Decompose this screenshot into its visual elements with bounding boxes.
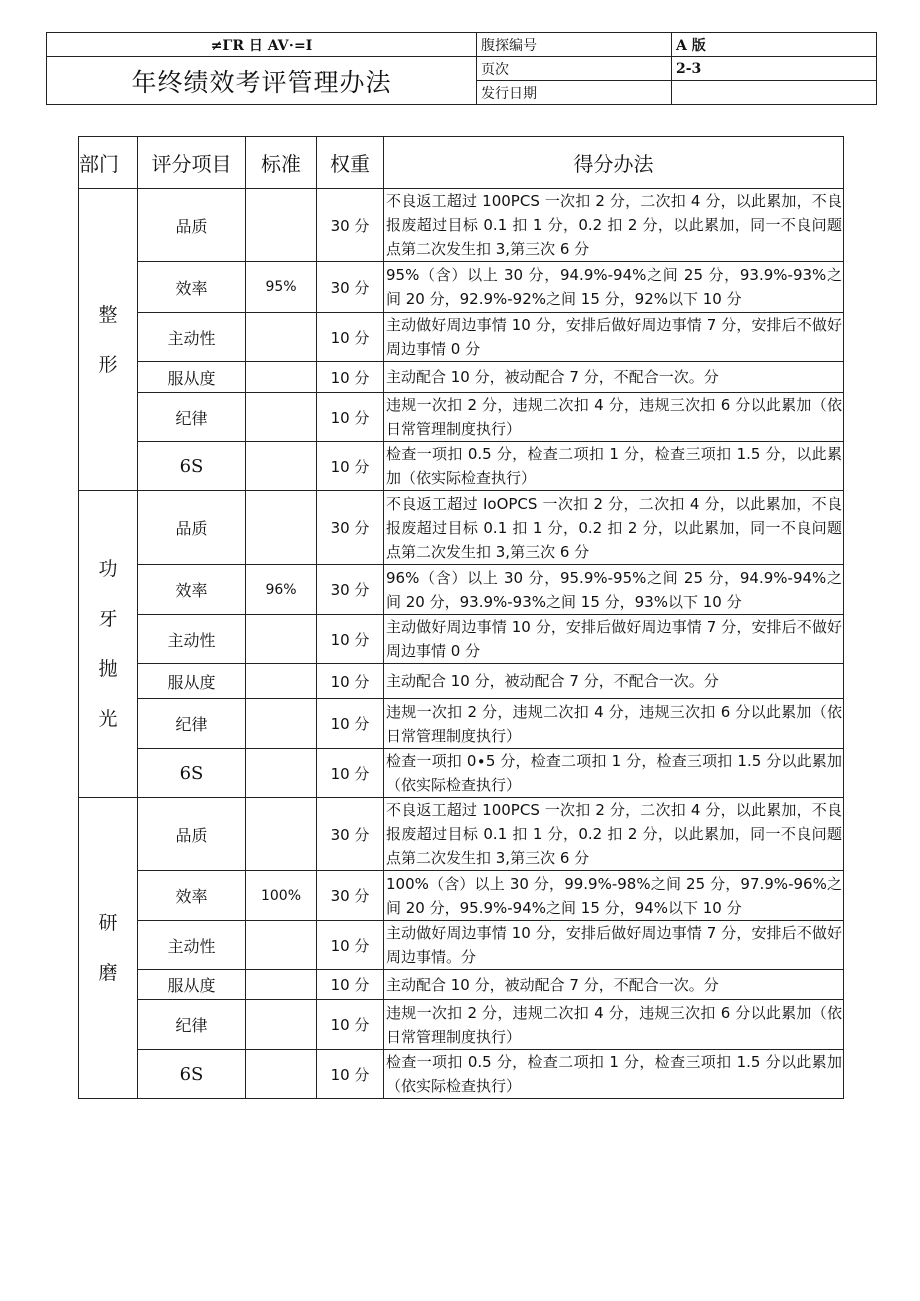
standard-cell — [246, 491, 317, 565]
standard-cell — [246, 798, 317, 871]
standard-cell — [246, 362, 317, 393]
standard-cell — [246, 393, 317, 442]
table-row — [79, 1000, 844, 1050]
table-row — [79, 615, 844, 664]
issue-date-value — [672, 81, 877, 105]
item-cell: 主动性 — [138, 313, 246, 362]
standard-cell — [246, 970, 317, 1000]
weight-cell: 10 分 — [317, 442, 384, 491]
table-header-row — [79, 137, 844, 189]
item-cell: 6S — [138, 749, 246, 798]
table-row — [79, 442, 844, 491]
method-cell: 主动做好周边事情 10 分，安排后做好周边事情 7 分，安排后不做好周边事情。分 — [384, 921, 844, 970]
table-row — [79, 393, 844, 442]
standard-cell — [246, 189, 317, 262]
department-polishing: 功 牙 抛 光 — [79, 491, 138, 798]
company-name: ≠ΓR 日 AV⋅=I — [47, 33, 477, 57]
doc-number-value: A 版 — [672, 33, 877, 57]
weight-cell: 10 分 — [317, 749, 384, 798]
standard-cell — [246, 664, 317, 699]
weight-cell: 10 分 — [317, 970, 384, 1000]
col-header-department: 部门 — [79, 137, 138, 189]
standard-cell — [246, 749, 317, 798]
standard-cell — [246, 921, 317, 970]
method-cell: 95%（含）以上 30 分，94.9%-94%之间 25 分，93.9%-93%之间 20 分，92.9%-92%之间 15 分，92%以下 10 分 — [384, 262, 844, 313]
method-cell: 不良返工超过 100PCS 一次扣 2 分，二次扣 4 分，以此累加，不良报废超过目标 0.1 扣 1 分，0.2 扣 2 分，以此累加，同一不良问题点第二次发生扣 3,第三次 6 分 — [384, 798, 844, 871]
table-row — [79, 970, 844, 1000]
method-cell: 主动配合 10 分，被动配合 7 分，不配合一次。分 — [384, 664, 844, 699]
weight-cell: 30 分 — [317, 491, 384, 565]
standard-cell — [246, 1000, 317, 1050]
method-cell: 检查一项扣 0.5 分，检查二项扣 1 分，检查三项扣 1.5 分，以此累加（依实际检查执行） — [384, 442, 844, 491]
method-cell: 主动配合 10 分，被动配合 7 分，不配合一次。分 — [384, 362, 844, 393]
method-cell: 100%（含）以上 30 分，99.9%-98%之间 25 分，97.9%-96%之间 20 分，95.9%-94%之间 15 分，94%以下 10 分 — [384, 871, 844, 921]
method-cell: 违规一次扣 2 分，违规二次扣 4 分，违规三次扣 6 分以此累加（依日常管理制度执行） — [384, 393, 844, 442]
item-cell: 效率 — [138, 262, 246, 313]
table-row — [79, 491, 844, 565]
table-row — [79, 1050, 844, 1099]
item-cell: 品质 — [138, 798, 246, 871]
standard-cell: 95% — [246, 262, 317, 313]
method-cell: 检查一项扣 0.5 分，检查二项扣 1 分，检查三项扣 1.5 分以此累加（依实际检查执行） — [384, 1050, 844, 1099]
method-cell: 不良返工超过 100PCS 一次扣 2 分，二次扣 4 分，以此累加，不良报废超过目标 0.1 扣 1 分，0.2 扣 2 分，以此累加，同一不良问题点第二次发生扣 3,第三次 6 分 — [384, 189, 844, 262]
weight-cell: 10 分 — [317, 1050, 384, 1099]
table-row — [79, 189, 844, 262]
weight-cell: 30 分 — [317, 798, 384, 871]
table-row — [79, 262, 844, 313]
standard-cell — [246, 442, 317, 491]
col-header-item: 评分项目 — [138, 137, 246, 189]
standard-cell: 96% — [246, 565, 317, 615]
department-grinding: 研 磨 — [79, 798, 138, 1099]
table-row — [79, 362, 844, 393]
item-cell: 6S — [138, 1050, 246, 1099]
table-row — [79, 921, 844, 970]
table-row — [79, 565, 844, 615]
item-cell: 主动性 — [138, 615, 246, 664]
item-cell: 效率 — [138, 565, 246, 615]
table-row — [79, 313, 844, 362]
item-cell: 主动性 — [138, 921, 246, 970]
item-cell: 品质 — [138, 491, 246, 565]
page-value: 2-3 — [672, 57, 877, 81]
weight-cell: 10 分 — [317, 615, 384, 664]
item-cell: 服从度 — [138, 362, 246, 393]
col-header-weight: 权重 — [317, 137, 384, 189]
method-cell: 违规一次扣 2 分，违规二次扣 4 分，违规三次扣 6 分以此累加（依日常管理制度执行） — [384, 699, 844, 749]
doc-number-label: 腹探编号 — [477, 33, 672, 57]
weight-cell: 30 分 — [317, 565, 384, 615]
method-cell: 违规一次扣 2 分，违规二次扣 4 分，违规三次扣 6 分以此累加（依日常管理制度执行） — [384, 1000, 844, 1050]
weight-cell: 10 分 — [317, 921, 384, 970]
issue-date-label: 发行日期 — [477, 81, 672, 105]
weight-cell: 30 分 — [317, 871, 384, 921]
method-cell: 不良返工超过 IoOPCS 一次扣 2 分，二次扣 4 分，以此累加，不良报废超过目标 0.1 扣 1 分，0.2 扣 2 分，以此累加，同一不良问题点第二次发生扣 3,第三次 6 分 — [384, 491, 844, 565]
item-cell: 纪律 — [138, 699, 246, 749]
weight-cell: 10 分 — [317, 664, 384, 699]
table-row — [79, 699, 844, 749]
item-cell: 品质 — [138, 189, 246, 262]
table-row — [79, 664, 844, 699]
department-shaping: 整 形 — [79, 189, 138, 491]
table-row — [79, 749, 844, 798]
standard-cell — [246, 699, 317, 749]
weight-cell: 30 分 — [317, 189, 384, 262]
weight-cell: 10 分 — [317, 699, 384, 749]
item-cell: 效率 — [138, 871, 246, 921]
table-row — [79, 798, 844, 871]
method-cell: 主动做好周边事情 10 分，安排后做好周边事情 7 分，安排后不做好周边事情 0 分 — [384, 615, 844, 664]
method-cell: 检查一项扣 0∙5 分，检查二项扣 1 分，检查三项扣 1.5 分以此累加（依实际检查执行） — [384, 749, 844, 798]
weight-cell: 10 分 — [317, 393, 384, 442]
item-cell: 服从度 — [138, 970, 246, 1000]
scoring-table — [78, 136, 844, 1099]
item-cell: 纪律 — [138, 1000, 246, 1050]
standard-cell: 100% — [246, 871, 317, 921]
table-row — [79, 871, 844, 921]
method-cell: 96%（含）以上 30 分，95.9%-95%之间 25 分，94.9%-94%之间 20 分，93.9%-93%之间 15 分，93%以下 10 分 — [384, 565, 844, 615]
method-cell: 主动配合 10 分，被动配合 7 分，不配合一次。分 — [384, 970, 844, 1000]
col-header-standard: 标准 — [246, 137, 317, 189]
document-title: 年终绩效考评管理办法 — [47, 57, 477, 105]
page-label: 页次 — [477, 57, 672, 81]
item-cell: 纪律 — [138, 393, 246, 442]
document-header — [46, 32, 877, 105]
standard-cell — [246, 615, 317, 664]
col-header-method: 得分办法 — [384, 137, 844, 189]
item-cell: 6S — [138, 442, 246, 491]
weight-cell: 10 分 — [317, 362, 384, 393]
weight-cell: 10 分 — [317, 1000, 384, 1050]
standard-cell — [246, 313, 317, 362]
weight-cell: 30 分 — [317, 262, 384, 313]
item-cell: 服从度 — [138, 664, 246, 699]
method-cell: 主动做好周边事情 10 分，安排后做好周边事情 7 分，安排后不做好周边事情 0 分 — [384, 313, 844, 362]
standard-cell — [246, 1050, 317, 1099]
weight-cell: 10 分 — [317, 313, 384, 362]
